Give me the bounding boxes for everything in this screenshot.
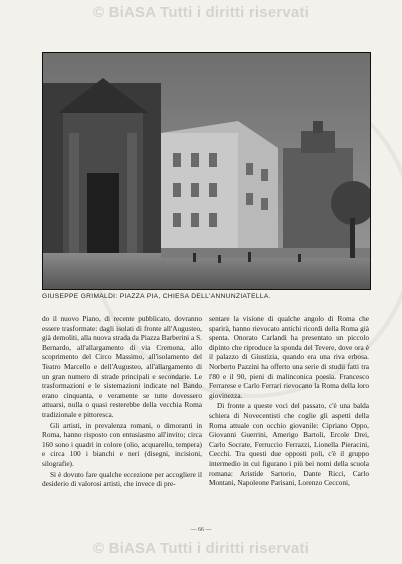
photo-caption: GIUSEPPE GRIMALDI: PIAZZA PIA, CHIESA DELL'ANNUNZIATELLA.	[42, 293, 271, 300]
watermark-bottom: © BiASA Tutti i diritti riservati	[92, 540, 309, 557]
photo-piazza-pia	[43, 53, 370, 289]
page-number: — 66 —	[190, 527, 212, 533]
text-column-left	[42, 314, 202, 490]
photograph	[42, 52, 371, 290]
paragraph: do il nuovo Piano, di recente pubblicato, dovranno essere trasformate: dagli isolati di fronte all'Augusteo, già demoliti, alla nuova strada da Piazza Barberini a S. Bernardo, all'allargamento di via Cremona, allo scoprimento del Circo Massimo, all'isolamento del Teatro Marcello e dell'Augusteo, all'allargamento di un gran numero di strade principali e secondarie. Le trasformazioni e le sistemazioni indicate nel Bando erano cinquanta, e veramente se tutte dovessero attuarsi, nulla o quasi resterebbe della vecchia Roma tradizionale e pittoresca.	[42, 314, 202, 419]
paragraph: Gli artisti, in prevalenza romani, o dimoranti in Roma, hanno risposto con entusiasmo all'invito; circa 160 sono i quadri in colore (olio, acquarello, tempera) e circa 100 i bianchi e neri (disegni, incisioni, silografie).	[42, 420, 202, 468]
paragraph: sentare la visione di qualche angolo di Roma che sparirà, hanno rievocato antichi ricordi della Roma già spenta. Onorato Carlandi ha presentato un piccolo dipinto che riproduce la sponda del Tevere, dove ora è il palazzo di Giustizia, quando era una riva erbosa. Norberto Pazzini ha offerto una serie di studii fatti tra l'80 e il 90, pieni di malinconica poesia. Francesco Ferrarese e Carlo Ferrari rievocano la Roma della loro giovinezza.	[209, 314, 369, 400]
watermark-top: © BiASA Tutti i diritti riservati	[92, 4, 309, 21]
paragraph: Di fronte a queste voci del passato, c'è una balda schiera di Novecentisti che coglie gli aspetti della Roma attuale con occhio giovanile: Cipriano Oppo, Giovanni Guerrini, Amerigo Bartoli, Ercole Drei, Carlo Socrate, Ferruccio Ferrazzi, Lionella Pieracini, Cecchi. Tra questi due opposti poli, c'è il gruppo intermedio in cui figurano i più bei nomi della scuola romana: Aristide Sartorio, Dante Ricci, Carlo Montani, Napoleone Parisani, Lorenzo Cecconi,	[209, 401, 369, 488]
text-column-right	[209, 314, 369, 489]
paragraph: Si è dovuto fare qualche eccezione per accogliere il desiderio di valorosi artisti, che invece di pre-	[42, 469, 202, 489]
